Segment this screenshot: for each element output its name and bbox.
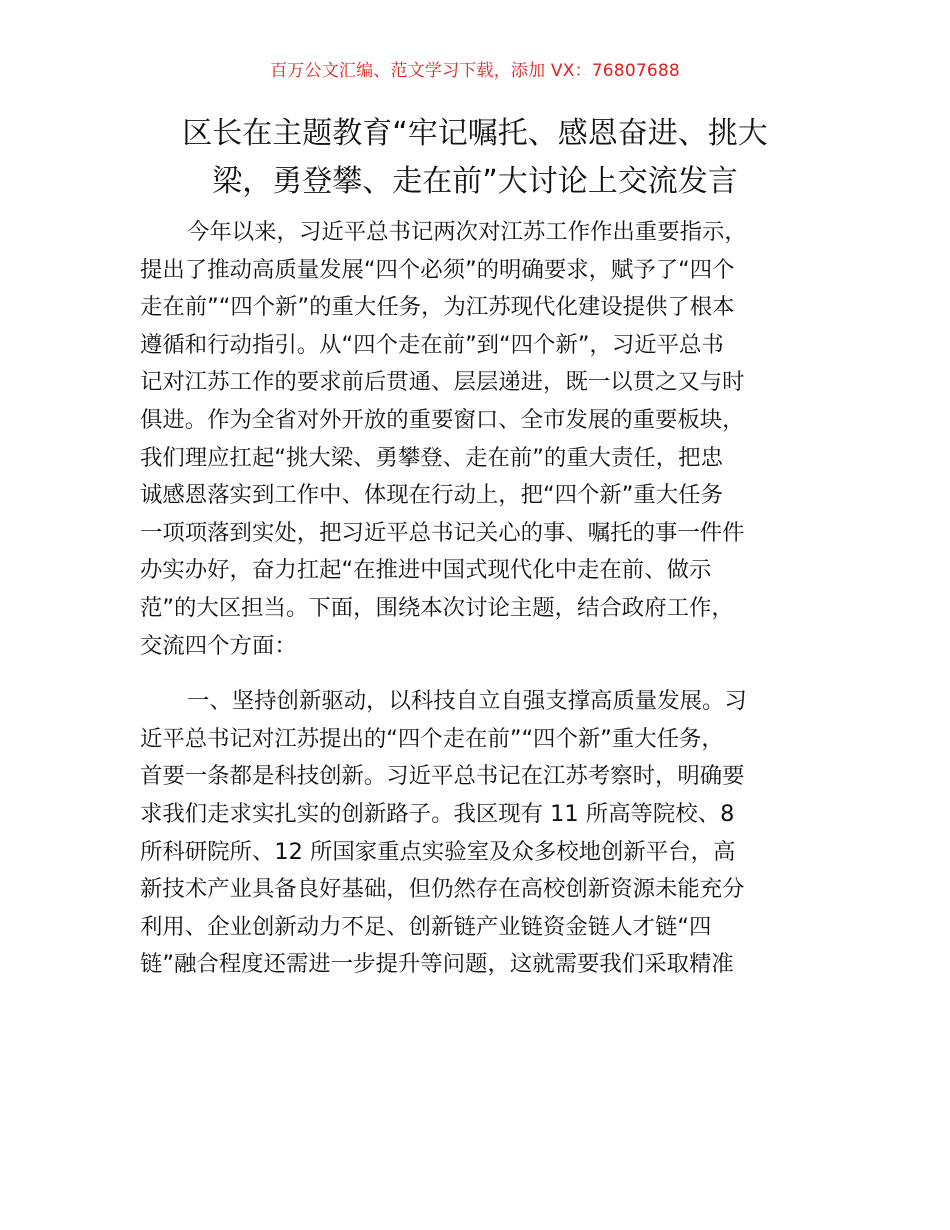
text-line: 一、坚持创新驱动，以科技自立自强支撑高质量发展。习 — [187, 688, 747, 715]
text-line: 诚感恩落实到工作中、体现在行动上，把“四个新”重大任务 — [140, 482, 723, 509]
text-line: 我们理应扛起“挑大梁、勇攀登、走在前”的重大责任，把忠 — [140, 444, 723, 471]
text-line: 链”融合程度还需进一步提升等问题，这就需要我们采取精准 — [140, 951, 734, 978]
header-banner: 百万公文汇编、范文学习下载，添加 VX：76807688 — [270, 61, 680, 81]
text-line: 记对江苏工作的要求前后贯通、层层递进，既一以贯之又与时 — [140, 369, 745, 396]
text-line: 提出了推动高质量发展“四个必须”的明确要求，赋予了“四个 — [140, 256, 735, 283]
text-line: 一项项落到实处，把习近平总书记关心的事、嘱托的事一件件 — [140, 519, 745, 546]
text-line: 走在前”“四个新”的重大任务，为江苏现代化建设提供了根本 — [140, 294, 735, 321]
document-body — [140, 214, 815, 984]
text-line: 所科研院所、12 所国家重点实验室及众多校地创新平台，高 — [140, 838, 736, 865]
title-line: 梁，勇登攀、走在前”大讨论上交流发言 — [212, 164, 738, 199]
text-line: 利用、企业创新动力不足、创新链产业链资金链人才链“四 — [140, 913, 712, 940]
text-line: 办实办好，奋力扛起“在推进中国式现代化中走在前、做示 — [140, 557, 712, 584]
text-line: 新技术产业具备良好基础，但仍然存在高校创新资源未能充分 — [140, 876, 745, 903]
text-line: 遵循和行动指引。从“四个走在前”到“四个新”，习近平总书 — [140, 331, 724, 358]
text-line: 求我们走求实扎实的创新路子。我区现有 11 所高等院校、8 — [140, 800, 735, 827]
paragraph-spacer — [140, 665, 815, 683]
paragraph-section-one — [140, 683, 815, 984]
paragraph-intro — [140, 214, 815, 665]
document-title — [140, 110, 810, 206]
text-line: 首要一条都是科技创新。习近平总书记在江苏考察时，明确要 — [140, 763, 745, 790]
title-line: 区长在主题教育“牢记嘱托、感恩奋进、挑大 — [182, 116, 768, 151]
text-line: 近平总书记对江苏提出的“四个走在前”“四个新”重大任务， — [140, 725, 724, 752]
text-line: 俱进。作为全省对外开放的重要窗口、全市发展的重要板块， — [140, 406, 745, 433]
text-line: 范”的大区担当。下面，围绕本次讨论主题，结合政府工作， — [140, 594, 734, 621]
text-line: 交流四个方面： — [140, 632, 297, 659]
text-line: 今年以来，习近平总书记两次对江苏工作作出重要指示， — [187, 219, 747, 245]
